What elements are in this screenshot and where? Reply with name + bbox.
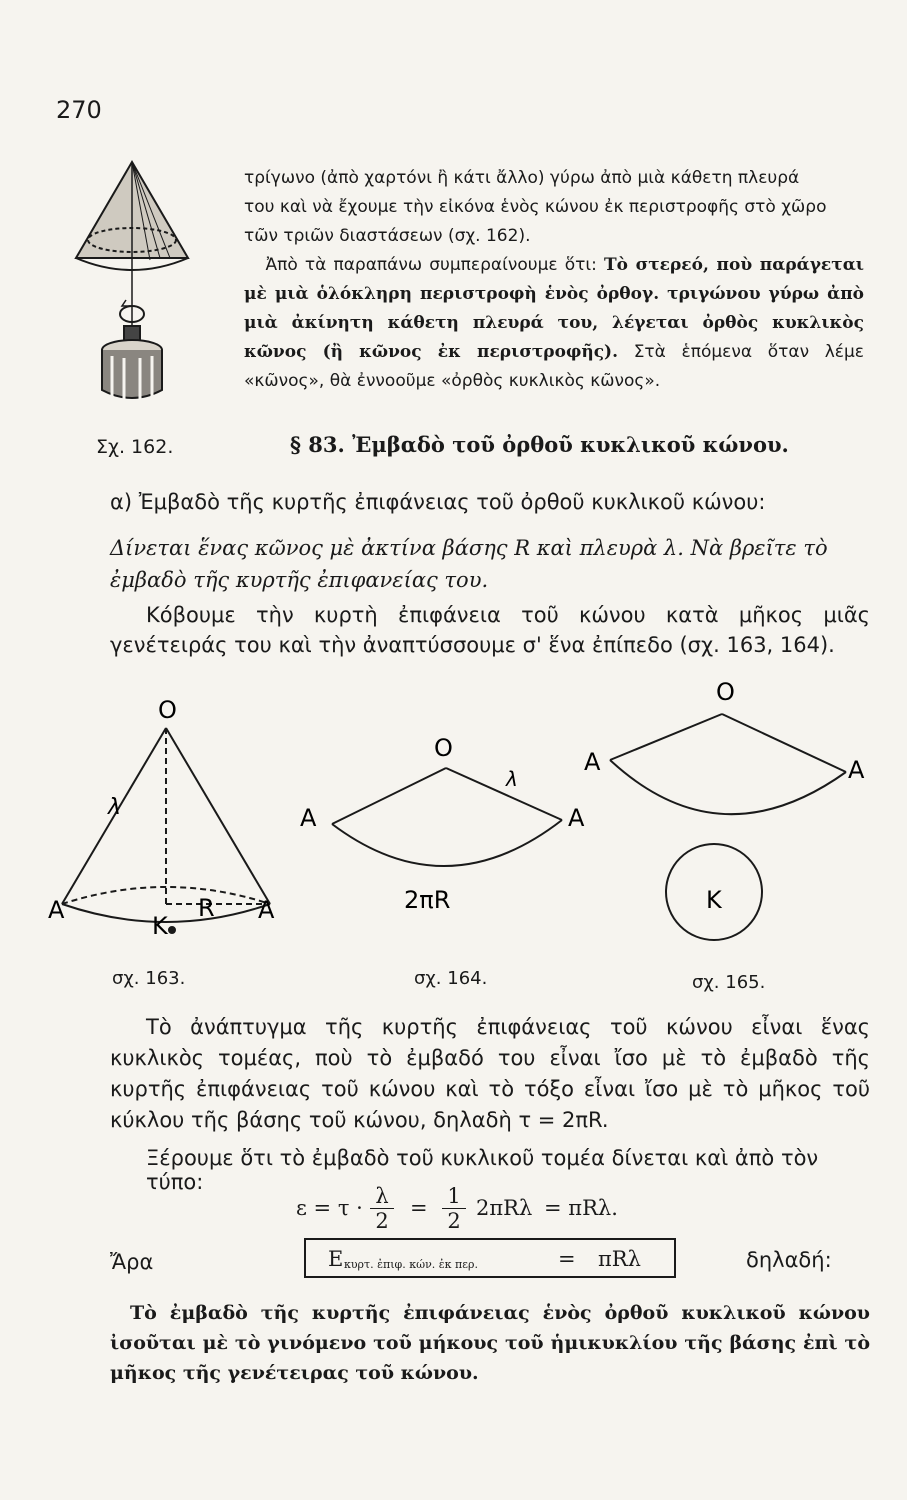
paragraph-3: Ξέρουμε ὅτι τὸ ἐμβαδὸ τοῦ κυκλικοῦ τομέα δίνεται καὶ ἀπὸ τὸν τύπο: <box>146 1146 819 1194</box>
formula-frac1-num: λ <box>370 1184 394 1209</box>
formula-eq-1: = <box>410 1196 428 1220</box>
fig163-label-lambda: λ <box>108 795 122 820</box>
fig165-radius-left <box>610 714 722 760</box>
fig165-label-a-left: A <box>584 748 601 776</box>
fig164-label-lambda: λ <box>506 767 518 791</box>
problem-statement: Δίνεται ἕνας κῶνος μὲ ἀκτίνα βάσης R καὶ πλευρὰ λ. Νὰ βρεῖτε τὸ ἐμβαδὸ τῆς κυρτῆς ἐπιφανείας του. <box>110 536 828 592</box>
ara-label: Ἄρα <box>110 1250 154 1274</box>
result-rhs: πRλ <box>598 1247 641 1271</box>
page-number: 270 <box>56 96 102 124</box>
paragraph-1: Κόβουμε τὴν κυρτὴ ἐπιφάνεια τοῦ κώνου κατὰ μῆκος μιᾶς γενέτειράς του καὶ τὴν ἀναπτύσσουμε σ' ἕνα ἐπίπεδο (σχ. 163, 164). <box>110 603 870 657</box>
fig163-slant-right <box>166 728 270 904</box>
figure-163 <box>48 690 288 950</box>
cone-definition: Τὸ στερεό, ποὺ παράγεται μὲ μιὰ ὁλόκληρη περιστροφὴ ἑνὸς ὀρθογ. τριγώνου γύρω ἀπὸ μιὰ ἀκίνητη κάθετη πλευρά του, λέγεται ὀρθὸς κυκλικὸς κῶνος (ἢ κῶνος ἐκ περιστροφῆς). <box>244 255 865 362</box>
intro-line-3: τῶν τριῶν διαστάσεων (σχ. 162). <box>244 226 531 246</box>
intro-line-1: τρίγωνο (ἀπὸ χαρτόνι ἢ κάτι ἄλλο) γύρω ἀπὸ μιὰ κάθετη πλευρά <box>244 168 800 188</box>
fig164-label-a-left: A <box>300 804 317 832</box>
fig163-caption: σχ. 163. <box>112 968 186 989</box>
formula-lhs: ε = τ · <box>296 1196 363 1220</box>
fig164-label-o: O <box>434 734 453 762</box>
formula-frac2-num: 1 <box>442 1184 466 1209</box>
intro-tail: Στὰ ἑπόμενα ὅταν λέμε «κῶνος», θὰ ἐννοοῦμε «ὀρθὸς κυκλικὸς κῶνος». <box>244 342 864 391</box>
dilad-label: δηλαδή: <box>746 1248 832 1272</box>
formula-result: = πRλ. <box>544 1196 618 1220</box>
result-eq: = <box>558 1247 576 1271</box>
formula-fraction-2 <box>442 1184 466 1233</box>
result-subscript: κυρτ. ἐπιφ. κών. ἐκ περ. <box>344 1258 478 1271</box>
fig163-label-k: K <box>152 912 168 940</box>
intro-lead: Ἀπὸ τὰ παραπάνω συμπεραίνουμε ὅτι: <box>265 255 597 275</box>
formula-mid: 2πRλ <box>476 1196 533 1220</box>
formula-fraction-1 <box>370 1184 394 1233</box>
formula-frac2-den: 2 <box>447 1209 461 1233</box>
fig163-label-a-left: A <box>48 896 65 924</box>
figure-164 <box>296 720 606 920</box>
fig164-label-a-right: A <box>568 804 585 832</box>
fig162-caption: Σχ. 162. <box>96 436 174 458</box>
fig164-caption: σχ. 164. <box>414 968 488 989</box>
part-a-heading: α) Ἐμβαδὸ τῆς κυρτῆς ἐπιφάνειας τοῦ ὀρθοῦ κυκλικοῦ κώνου: <box>110 490 766 514</box>
section-heading: § 83. Ἐμβαδὸ τοῦ ὀρθοῦ κυκλικοῦ κώνου. <box>290 432 789 457</box>
sector-area-formula <box>296 1184 656 1234</box>
fig164-radius-left <box>332 768 446 824</box>
fig165-label-k: K <box>706 886 722 914</box>
fig163-label-a-right: A <box>258 896 275 924</box>
fig164-arc <box>332 820 562 866</box>
fig165-label-a-right: A <box>848 756 865 784</box>
fig165-label-o: O <box>716 678 735 706</box>
fig162-cone <box>76 162 188 400</box>
figure-162 <box>60 150 230 430</box>
fig165-arc <box>610 760 846 814</box>
paragraph-2: Τὸ ἀνάπτυγμα τῆς κυρτῆς ἐπιφάνειας τοῦ κώνου εἶναι ἕνας κυκλικὸς τομέας, ποὺ τὸ ἐμβαδό του εἶναι ἴσο μὲ τὸ ἐμβαδὸ τῆς κυρτῆς ἐπιφάνειας τοῦ κώνου καὶ τὸ τόξο εἶναι ἴσο μὲ τὸ μῆκος τοῦ κύκλου τῆς βάσης τοῦ κώνου, δηλαδὴ τ = 2πR. <box>110 1015 870 1132</box>
fig163-label-o: O <box>158 696 177 724</box>
fig164-radius-right <box>446 768 562 820</box>
intro-line-2: του καὶ νὰ ἔχουμε τὴν εἰκόνα ἑνὸς κώνου ἐκ περιστροφῆς στὸ χῶρο <box>244 197 827 217</box>
formula-frac1-den: 2 <box>375 1209 389 1233</box>
fig164-label-arc: 2πR <box>404 886 451 914</box>
result-e: E <box>328 1247 344 1271</box>
fig163-label-r: R <box>198 894 215 922</box>
intro-text <box>244 164 864 396</box>
conclusion-statement: Τὸ ἐμβαδὸ τῆς κυρτῆς ἐπιφάνειας ἑνὸς ὀρθοῦ κυκλικοῦ κώνου ἰσοῦται μὲ τὸ γινόμενο τοῦ μήκους τοῦ ἡμικυκλίου τῆς βάσης ἐπὶ τὸ μῆκος τῆς γενέτειρας τοῦ κώνου. <box>110 1302 870 1384</box>
figure-165 <box>580 676 880 960</box>
fig165-caption: σχ. 165. <box>692 972 766 993</box>
fig165-radius-right <box>722 714 846 772</box>
result-box <box>304 1238 676 1278</box>
